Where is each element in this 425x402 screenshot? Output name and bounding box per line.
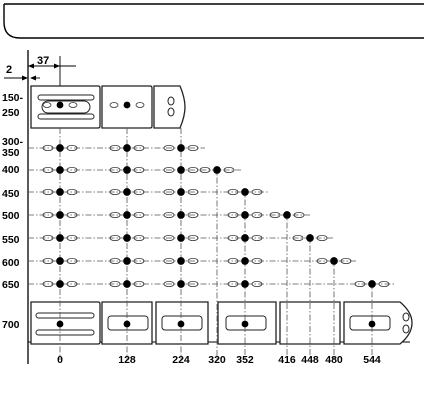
mounting-hole bbox=[331, 258, 338, 265]
x-position-label: 416 bbox=[278, 354, 296, 366]
mounting-hole bbox=[307, 235, 314, 242]
mounting-hole bbox=[57, 102, 64, 109]
mounting-hole bbox=[178, 212, 185, 219]
mounting-hole bbox=[124, 281, 131, 288]
mounting-hole bbox=[57, 212, 64, 219]
mounting-hole bbox=[242, 189, 249, 196]
rail-700 bbox=[31, 302, 412, 344]
drawer-height-label: 400 bbox=[2, 164, 20, 176]
mounting-hole bbox=[178, 321, 185, 328]
mounting-hole bbox=[242, 235, 249, 242]
mounting-hole bbox=[124, 258, 131, 265]
mounting-hole bbox=[242, 212, 249, 219]
mounting-hole bbox=[369, 321, 376, 328]
header-frame bbox=[4, 4, 424, 38]
mounting-hole bbox=[57, 167, 64, 174]
x-position-label: 544 bbox=[363, 354, 381, 366]
drawer-height-label: 250 bbox=[2, 107, 20, 119]
mounting-hole bbox=[57, 258, 64, 265]
mounting-hole bbox=[178, 235, 185, 242]
mounting-hole bbox=[369, 281, 376, 288]
mounting-hole bbox=[178, 167, 185, 174]
first-hole-dimension-label: 37 bbox=[37, 55, 50, 67]
x-position-label: 480 bbox=[325, 354, 343, 366]
mounting-hole bbox=[178, 281, 185, 288]
mounting-hole bbox=[57, 145, 64, 152]
offset-dimension-label: 2 bbox=[6, 64, 13, 76]
rail-150-250 bbox=[31, 86, 185, 128]
mounting-hole bbox=[124, 235, 131, 242]
mounting-hole bbox=[178, 189, 185, 196]
mounting-hole bbox=[57, 235, 64, 242]
drawer-height-label: 150- bbox=[2, 92, 24, 104]
mounting-hole bbox=[124, 189, 131, 196]
drawer-height-label: 600 bbox=[2, 257, 20, 269]
mounting-hole bbox=[178, 258, 185, 265]
mounting-hole bbox=[57, 189, 64, 196]
mounting-hole bbox=[178, 145, 185, 152]
mounting-hole bbox=[124, 321, 131, 328]
drawer-height-label: 550 bbox=[2, 234, 20, 246]
drawer-height-label: 300- bbox=[2, 136, 24, 148]
drawer-height-label: 700 bbox=[2, 319, 20, 331]
x-position-label: 448 bbox=[301, 354, 319, 366]
drawer-height-label: 650 bbox=[2, 279, 20, 291]
mounting-hole bbox=[284, 212, 291, 219]
drawer-height-label: 450 bbox=[2, 188, 20, 200]
x-position-label: 0 bbox=[57, 354, 63, 366]
x-position-label: 352 bbox=[236, 354, 254, 366]
mounting-hole bbox=[242, 281, 249, 288]
mounting-hole bbox=[214, 167, 221, 174]
x-position-label: 320 bbox=[208, 354, 226, 366]
drawer-height-label: 350 bbox=[2, 147, 20, 159]
mounting-hole bbox=[124, 212, 131, 219]
mounting-hole bbox=[124, 167, 131, 174]
rail-end bbox=[154, 86, 185, 128]
mounting-hole bbox=[242, 258, 249, 265]
mounting-hole bbox=[124, 145, 131, 152]
mounting-hole bbox=[57, 321, 64, 328]
x-position-label: 128 bbox=[118, 354, 136, 366]
mounting-hole bbox=[242, 321, 249, 328]
mounting-hole bbox=[57, 281, 64, 288]
offset-dimension bbox=[4, 64, 40, 81]
x-position-label: 224 bbox=[172, 354, 190, 366]
drawer-height-label: 500 bbox=[2, 210, 20, 222]
mounting-hole bbox=[124, 102, 131, 109]
